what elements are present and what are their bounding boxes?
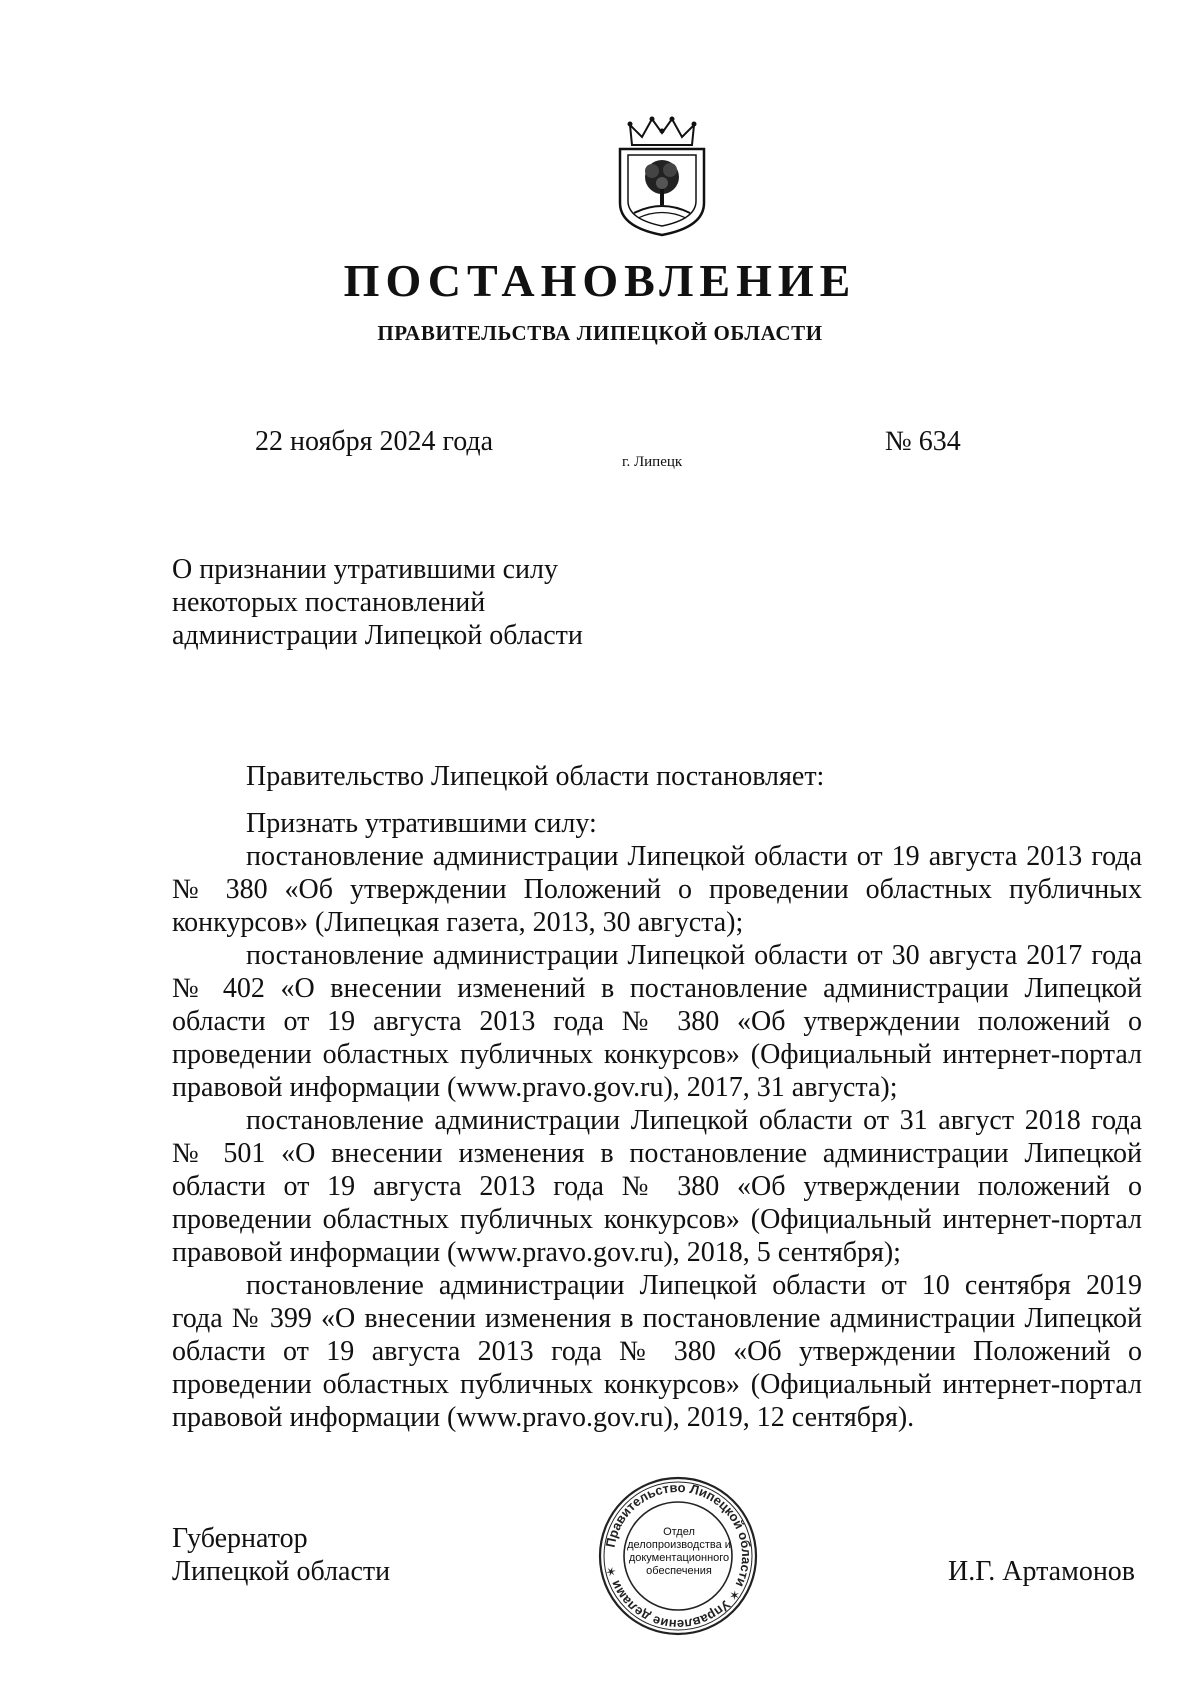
subject-line: администрации Липецкой области <box>172 620 583 651</box>
subject-line: некоторых постановлений <box>172 587 486 618</box>
list-item: постановление администрации Липецкой области от 30 августа 2017 года № 402 «О внесении изменений в постановление администрации Липецкой области от 19 августа 2013 года № 380 «Об утверждении положений о проведении областных публичных конкурсов» (Официальный интернет-портал правовой информации (www.pravo.gov.ru), 2017, 31 августа); <box>172 940 1142 1103</box>
document-title: ПОСТАНОВЛЕНИЕ <box>343 255 857 306</box>
position-line: Липецкой области <box>172 1556 391 1587</box>
list-item: постановление администрации Липецкой области от 19 августа 2013 года № 380 «Об утверждении Положений о проведении областных публичных конкурсов» (Липецкая газета, 2013, 30 августа); <box>172 841 1142 938</box>
seal-ring-text: Правительство Липецкой области ✶ Управление делами ✶ <box>602 1479 755 1633</box>
lead-paragraph: Признать утратившими силу: <box>246 808 597 839</box>
document-city: г. Липецк <box>622 454 683 470</box>
coat-of-arms-icon <box>612 115 712 239</box>
list-item: постановление администрации Липецкой области от 31 август 2018 года № 501 «О внесении изменения в постановление администрации Липецкой области от 19 августа 2013 года № 380 «Об утверждении положений о проведении областных публичных конкурсов» (Официальный интернет-портал правовой информации (www.pravo.gov.ru), 2018, 5 сентября); <box>172 1105 1142 1268</box>
document-body <box>172 760 1142 1434</box>
subject-line: О признании утратившими силу <box>172 554 558 585</box>
position-line: Губернатор <box>172 1523 308 1554</box>
signatory-name: И.Г. Артамонов <box>948 1556 1136 1587</box>
document-date: 22 ноября 2024 года <box>255 426 494 457</box>
seal-line: Отдел <box>663 1526 695 1538</box>
signatory-position <box>172 1522 390 1588</box>
seal-center-text <box>627 1526 731 1578</box>
document-subject <box>172 553 583 652</box>
intro-paragraph: Правительство Липецкой области постановляет: <box>246 761 825 792</box>
seal-line: обеспечения <box>646 1565 712 1577</box>
list-item: постановление администрации Липецкой области от 10 сентября 2019 года № 399 «О внесении изменения в постановление администрации Липецкой области от 19 августа 2013 года № 380 «Об утверждении Положений о проведении областных публичных конкурсов» (Официальный интернет-портал правовой информации (www.pravo.gov.ru), 2019, 12 сентября). <box>172 1270 1142 1433</box>
document-number: № 634 <box>885 426 961 457</box>
document-issuer: ПРАВИТЕЛЬСТВА ЛИПЕЦКОЙ ОБЛАСТИ <box>377 321 823 345</box>
seal-line: документационного <box>628 1552 730 1564</box>
seal-line: делопроизводства и <box>627 1539 731 1551</box>
